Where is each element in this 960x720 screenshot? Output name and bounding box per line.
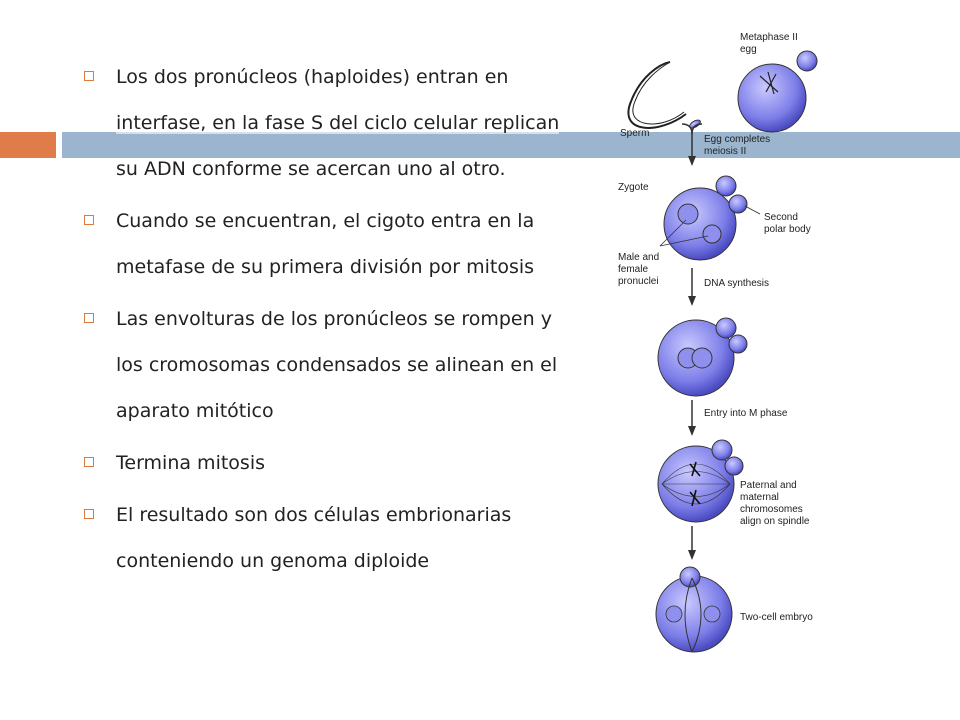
metaphase-egg — [738, 51, 817, 132]
bullet-item: Cuando se encuentran, el cigoto entra en la metafase de su primera división por mitosis — [80, 198, 560, 290]
label-metaphase: Metaphase II — [740, 32, 798, 43]
bullet-item: Los dos pronúcleos (haploides) entran en interfase, en la fase S del ciclo celular replican su ADN conforme se acercan uno al otro. — [80, 54, 560, 192]
fertilization-diagram-svg — [600, 24, 860, 664]
square-bullet-icon — [84, 509, 94, 519]
label-sperm: Sperm — [620, 128, 650, 139]
spindle-cell — [658, 440, 743, 522]
label-polar-body: polar body — [764, 224, 811, 235]
label-meiosis: meiosis II — [704, 146, 747, 157]
bullet-item: El resultado son dos células embrionarias conteniendo un genoma diploide — [80, 492, 560, 584]
label-two-cell: Two-cell embryo — [740, 612, 813, 623]
label-align-spindle: align on spindle — [740, 516, 810, 527]
label-dna-synthesis: DNA synthesis — [704, 278, 770, 289]
dna-synthesis-cell — [658, 318, 747, 396]
label-paternal: Paternal and — [740, 480, 797, 491]
label-female: female — [618, 264, 649, 275]
zygote-cell — [660, 176, 760, 260]
header-accent-orange — [0, 132, 56, 158]
label-zygote: Zygote — [618, 182, 649, 193]
square-bullet-icon — [84, 71, 94, 81]
label-egg: egg — [740, 44, 757, 55]
square-bullet-icon — [84, 457, 94, 467]
bullet-list — [80, 54, 560, 590]
label-second: Second — [764, 212, 798, 223]
label-chromosomes: chromosomes — [740, 504, 803, 515]
fertilization-diagram — [600, 24, 860, 664]
square-bullet-icon — [84, 215, 94, 225]
two-cell-embryo — [656, 567, 732, 652]
sperm-drawing — [628, 62, 701, 130]
label-pronuclei: pronuclei — [618, 276, 659, 287]
square-bullet-icon — [84, 313, 94, 323]
bullet-item: Las envolturas de los pronúcleos se rompen y los cromosomas condensados se alinean en el aparato mitótico — [80, 296, 560, 434]
label-male-and: Male and — [618, 252, 660, 263]
bullet-item: Termina mitosis — [80, 440, 560, 486]
label-entry-m: Entry into M phase — [704, 408, 788, 419]
label-egg-completes: Egg completes — [704, 134, 771, 145]
label-maternal: maternal — [740, 492, 779, 503]
